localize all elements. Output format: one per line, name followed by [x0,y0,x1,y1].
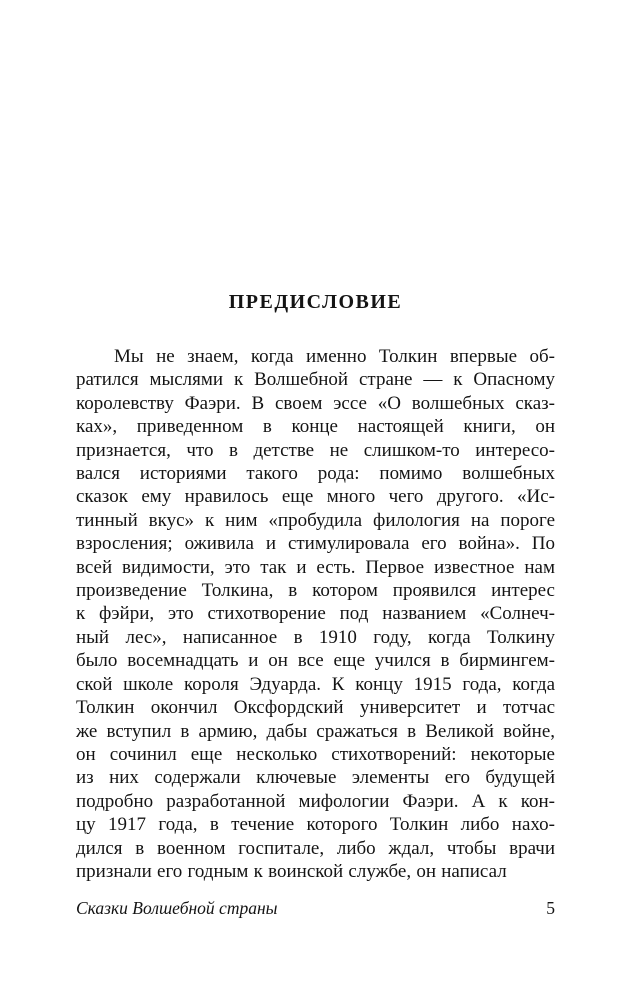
paragraph-line: цу 1917 года, в течение которого Толкин либо нахо- [76,814,555,836]
footer [76,898,555,919]
page-number: 5 [546,898,555,918]
paragraph-line: ратился мыслями к Волшебной стране — к Опасному [76,369,555,391]
paragraph-line: подробно разработанной мифологии Фаэри. А к кон- [76,790,555,812]
paragraph-line: взросления; оживила и стимулировала его война». По [76,533,555,555]
paragraph-line: ской школе короля Эдуарда. К концу 1915 года, когда [76,673,555,695]
text-block [76,291,555,883]
paragraph-line: он сочинил еще несколько стихотворений: некоторые [76,743,555,765]
paragraph-line: тинный вкус» к ним «пробудила филология на пороге [76,509,555,531]
running-title: Сказки Волшебной страны [76,898,278,918]
paragraph-line: дился в военном госпитале, либо ждал, чтобы врачи [76,837,555,859]
chapter-title: ПРЕДИСЛОВИЕ [228,291,403,313]
paragraph-line: было восемнадцать и он все еще учился в бирмингем- [76,650,555,672]
paragraph [76,345,555,883]
paragraph-line: сказок ему нравилось еще много чего другого. «Ис- [76,486,555,508]
paragraph-line: же вступил в армию, дабы сражаться в Великой войне, [76,720,555,742]
paragraph-line: вался историями такого рода: помимо волшебных [76,463,555,485]
paragraph-line: к фэйри, это стихотворение под названием «Солнеч- [76,603,555,625]
paragraph-line: признается, что в детстве не слишком-то интересо- [76,439,555,461]
paragraph-line: произведение Толкина, в котором проявился интерес [76,580,555,602]
paragraph-line: Толкин окончил Оксфордский университет и тотчас [76,697,555,719]
paragraph-line: признали его годным к воинской службе, он написал [76,860,507,882]
paragraph-line: ках», приведенном в конце настоящей книги, он [76,416,555,438]
paragraph-line: королевству Фаэри. В своем эссе «О волшебных сказ- [76,392,555,414]
paragraph-line: Мы не знаем, когда именно Толкин впервые об- [114,346,555,367]
paragraph-line: ный лес», написанное в 1910 году, когда Толкину [76,626,555,648]
paragraph-line: всей видимости, это так и есть. Первое известное нам [76,556,555,578]
paragraph-line: из них содержали ключевые элементы его будущей [76,767,555,789]
